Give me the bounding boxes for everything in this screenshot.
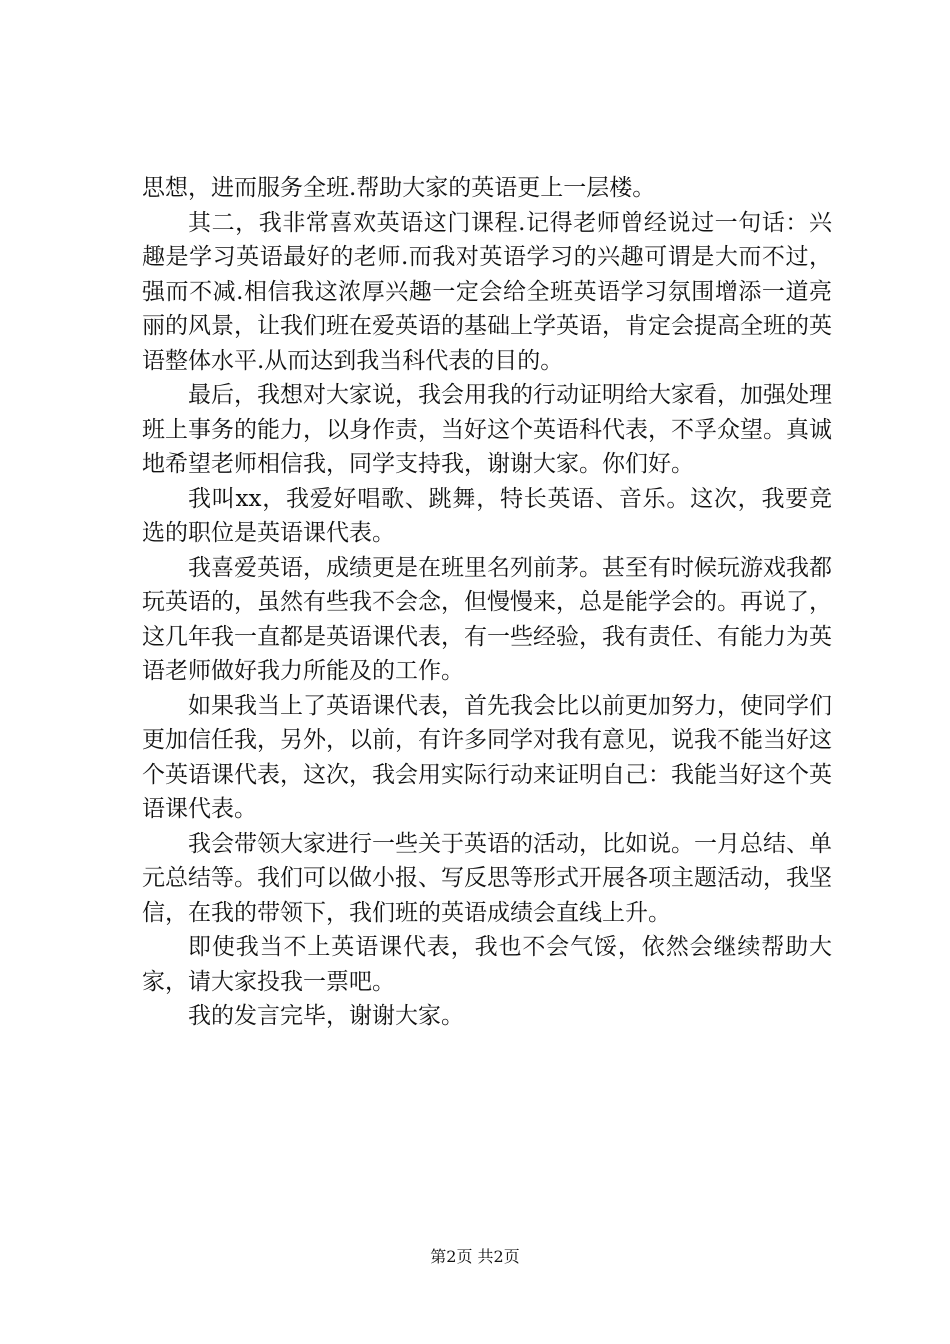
paragraph: 其二，我非常喜欢英语这门课程.记得老师曾经说过一句话：兴趣是学习英语最好的老师.而我对英语学习的兴趣可谓是大而不过，强而不减.相信我这浓厚兴趣一定会给全班英语学习氛围增添一道亮丽的风景，让我们班在爱英语的基础上学英语，肯定会提高全班的英语整体水平.从而达到我当科代表的目的。 bbox=[142, 209, 832, 374]
paragraph: 最后，我想对大家说，我会用我的行动证明给大家看，加强处理班上事务的能力，以身作责，当好这个英语科代表，不孚众望。真诚地希望老师相信我，同学支持我，谢谢大家。你们好。 bbox=[142, 382, 832, 477]
document-body bbox=[142, 171, 832, 1034]
paragraph: 我会带领大家进行一些关于英语的活动，比如说。一月总结、单元总结等。我们可以做小报、写反思等形式开展各项主题活动，我坚信，在我的带领下，我们班的英语成绩会直线上升。 bbox=[142, 830, 832, 926]
page-number-label: 第2页 共2页 bbox=[430, 1247, 520, 1266]
paragraph: 如果我当上了英语课代表，首先我会比以前更加努力，使同学们更加信任我，另外，以前，有许多同学对我有意见，说我不能当好这个英语课代表，这次，我会用实际行动来证明自己：我能当好这个英语课代表。 bbox=[142, 692, 832, 822]
paragraph: 思想，进而服务全班.帮助大家的英语更上一层楼。 bbox=[142, 175, 656, 201]
paragraph: 我叫xx，我爱好唱歌、跳舞，特长英语、音乐。这次，我要竞选的职位是英语课代表。 bbox=[142, 485, 832, 546]
paragraph: 我的发言完毕，谢谢大家。 bbox=[188, 1003, 464, 1029]
paragraph: 即使我当不上英语课代表，我也不会气馁，依然会继续帮助大家，请大家投我一票吧。 bbox=[142, 934, 832, 995]
page-footer bbox=[0, 1244, 950, 1267]
paragraph: 我喜爱英语，成绩更是在班里名列前茅。甚至有时候玩游戏我都玩英语的，虽然有些我不会念，但慢慢来，总是能学会的。再说了，这几年我一直都是英语课代表，有一些经验，我有责任、有能力为英语老师做好我力所能及的工作。 bbox=[142, 554, 832, 684]
